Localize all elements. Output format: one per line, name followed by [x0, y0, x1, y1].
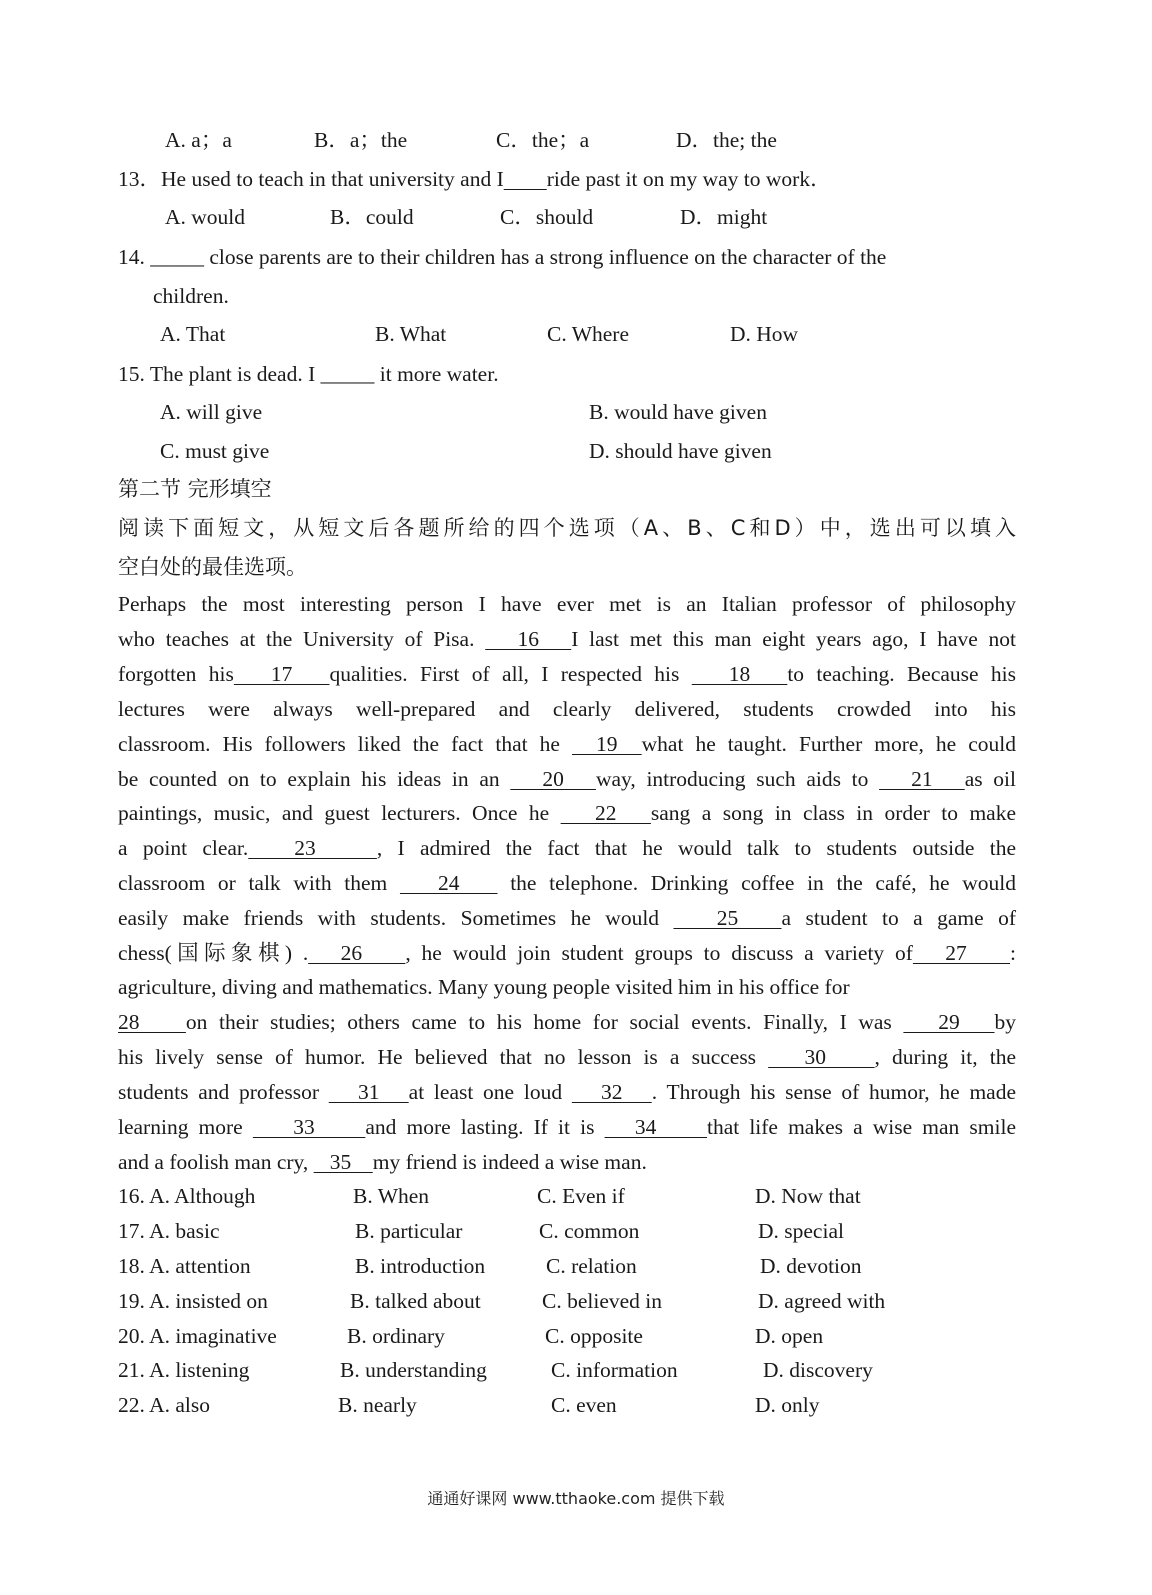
q14-stem-line1: close parents are to their children has a strong influence on the character of the: [204, 245, 887, 269]
passage-line-4: lectures were always well-prepared and clearly delivered, students crowded into his: [118, 697, 1016, 721]
section-instruction-line2: 空白处的最佳选项。: [118, 555, 307, 579]
blank-30: 30: [768, 1045, 875, 1069]
question-14: [118, 245, 886, 269]
passage-line-14: [118, 1045, 1016, 1069]
section-title: 第二节 完形填空: [118, 477, 272, 501]
passage-line-12: agriculture, diving and mathematics. Many young people visited him in his office for: [118, 975, 850, 999]
q22-option-c: C. even: [551, 1393, 617, 1417]
passage-text: , I admired the fact that he would talk to students outside the: [376, 836, 1016, 860]
passage-text: , he would join student groups to discuss a variety of: [405, 941, 913, 965]
q19-option-c: C. believed in: [542, 1289, 663, 1313]
q17-option-d: D. special: [758, 1219, 844, 1243]
q14-option-a: A. That: [160, 322, 226, 346]
q16-option-b: B. When: [353, 1184, 430, 1208]
blank-16: 16: [485, 627, 572, 651]
blank-34: 34: [604, 1115, 707, 1139]
passage-text: at least one loud: [408, 1080, 572, 1104]
blank-19: 19: [571, 732, 642, 756]
section-instruction-line1: 阅读下面短文，从短文后各题所给的四个选项（A、B、C和D）中，选出可以填入: [118, 516, 1016, 540]
passage-text: easily make friends with students. Sometimes he would: [118, 906, 674, 930]
q21-option-a: 21. A. listening: [118, 1358, 250, 1382]
q12-option-c: C．the；a: [496, 128, 590, 152]
q20-option-b: B. ordinary: [347, 1324, 445, 1348]
q18-option-a: 18. A. attention: [118, 1254, 251, 1278]
passage-line-5: [118, 732, 1016, 756]
q15-option-a: A. will give: [160, 400, 263, 424]
q22-option-a: 22. A. also: [118, 1393, 210, 1417]
q20-option-d: D. open: [755, 1324, 824, 1348]
q16-option-d: D. Now that: [755, 1184, 861, 1208]
passage-text: a student to a game of: [781, 906, 1017, 930]
blank-24: 24: [399, 871, 498, 895]
q14-number: 14.: [118, 245, 145, 269]
q15-blank: _____: [320, 362, 375, 386]
q19-option-a: 19. A. insisted on: [118, 1289, 268, 1313]
passage-line-8: [118, 836, 1016, 860]
q21-option-b: B. understanding: [340, 1358, 487, 1382]
q14-option-d: D. How: [730, 322, 799, 346]
q13-option-a: A. would: [165, 205, 246, 229]
passage-text: forgotten his: [118, 662, 234, 686]
passage-text: as oil: [964, 767, 1016, 791]
blank-23: 23: [248, 836, 377, 860]
passage-text: classroom or talk with them: [118, 871, 400, 895]
q15-option-c: C. must give: [160, 439, 270, 463]
q13-option-c: C．should: [500, 205, 594, 229]
passage-text: paintings, music, and guest lecturers. Once he: [118, 801, 561, 825]
q15-number: 15.: [118, 362, 145, 386]
q12-option-b: B．a；the: [314, 128, 408, 152]
q22-option-d: D. only: [755, 1393, 820, 1417]
passage-text: I last met this man eight years ago, I have not: [571, 627, 1017, 651]
q15-option-b: B. would have given: [589, 400, 767, 424]
passage-text: classroom. His followers liked the fact that he: [118, 732, 572, 756]
passage-text: to teaching. Because his: [787, 662, 1017, 686]
blank-29: 29: [903, 1010, 995, 1034]
blank-18: 18: [691, 662, 788, 686]
passage-line-11: [118, 941, 1016, 965]
blank-27: 27: [912, 941, 1011, 965]
q14-blank: _____: [150, 245, 204, 269]
q19-option-b: B. talked about: [350, 1289, 481, 1313]
blank-25: 25: [673, 906, 782, 930]
passage-text: sang a song in class in order to make: [650, 801, 1017, 825]
passage-text: a point clear.: [118, 836, 249, 860]
question-13: [118, 167, 832, 191]
passage-text: :: [1010, 941, 1017, 965]
q17-option-c: C. common: [539, 1219, 640, 1243]
passage-text: qualities. First of all, I respected his: [329, 662, 692, 686]
blank-33: 33: [252, 1115, 366, 1139]
blank-35: 35: [313, 1150, 373, 1174]
q12-option-a: A. a；a: [165, 128, 232, 152]
q20-option-c: C. opposite: [545, 1324, 643, 1348]
q16-option-a: 16. A. Although: [118, 1184, 256, 1208]
passage-text: chess(国际象棋) .: [118, 941, 309, 965]
passage-text: students and professor: [118, 1080, 329, 1104]
q16-option-c: C. Even if: [537, 1184, 625, 1208]
passage-text: . Through his sense of humor, he made: [651, 1080, 1017, 1104]
passage-text: his lively sense of humor. He believed that no lesson is a success: [118, 1045, 769, 1069]
passage-text: and more lasting. If it is: [365, 1115, 605, 1139]
q13-blank: [504, 167, 547, 191]
passage-line-15: [118, 1080, 1016, 1104]
q18-option-b: B. introduction: [355, 1254, 486, 1278]
passage-line-6: [118, 767, 1016, 791]
passage-text: , during it, the: [874, 1045, 1016, 1069]
passage-text: by: [994, 1010, 1017, 1034]
q14-stem-line2: children.: [153, 284, 229, 308]
passage-line-9: [118, 871, 1016, 895]
q15-stem-post: it more water.: [374, 362, 499, 386]
q13-option-b: B．could: [330, 205, 414, 229]
q18-option-c: C. relation: [546, 1254, 637, 1278]
blank-26: 26: [308, 941, 406, 965]
q14-option-b: B. What: [375, 322, 447, 346]
q14-option-c: C. Where: [547, 322, 629, 346]
q17-option-b: B. particular: [355, 1219, 463, 1243]
q19-option-d: D. agreed with: [758, 1289, 886, 1313]
q12-option-d: D．the; the: [676, 128, 777, 152]
q13-stem-post: ride past it on my way to work．: [546, 167, 832, 191]
q18-option-d: D. devotion: [760, 1254, 862, 1278]
page-footer: 通通好课网 www.tthaoke.com 提供下载: [427, 1489, 725, 1508]
passage-text: learning more: [118, 1115, 253, 1139]
q20-option-a: 20. A. imaginative: [118, 1324, 277, 1348]
passage-text: who teaches at the University of Pisa.: [118, 627, 486, 651]
passage-line-13: [118, 1010, 1016, 1034]
passage-line-10: [118, 906, 1016, 930]
passage-line-17: [118, 1150, 647, 1174]
passage-line-3: [118, 662, 1016, 686]
passage-text: my friend is indeed a wise man.: [372, 1150, 647, 1174]
passage-line-16: [118, 1115, 1016, 1139]
q17-option-a: 17. A. basic: [118, 1219, 220, 1243]
blank-20: 20: [510, 767, 596, 791]
blank-28: 28: [118, 1010, 186, 1034]
q13-stem-pre: He used to teach in that university and I: [161, 167, 504, 191]
q13-number: 13．: [118, 167, 162, 191]
passage-text: be counted on to explain his ideas in an: [118, 767, 511, 791]
passage-text: the telephone. Drinking coffee in the café, he would: [497, 871, 1016, 895]
blank-32: 32: [571, 1080, 652, 1104]
q15-option-d: D. should have given: [589, 439, 772, 463]
q15-stem-pre: The plant is dead. I: [149, 362, 321, 386]
passage-line-1: Perhaps the most interesting person I have ever met is an Italian professor of philosophy: [118, 592, 1016, 616]
passage-text: way, introducing such aids to: [595, 767, 880, 791]
question-15: [118, 362, 499, 386]
q13-option-d: D．might: [680, 205, 768, 229]
passage-line-7: [118, 801, 1016, 825]
passage-line-2: [118, 627, 1016, 651]
passage-text: on their studies; others came to his home for social events. Finally, I was: [185, 1010, 904, 1034]
blank-22: 22: [560, 801, 651, 825]
passage-text: and a foolish man cry,: [118, 1150, 314, 1174]
blank-17: 17: [233, 662, 330, 686]
blank-21: 21: [879, 767, 965, 791]
q22-option-b: B. nearly: [338, 1393, 417, 1417]
passage-text: what he taught. Further more, he could: [641, 732, 1016, 756]
blank-31: 31: [328, 1080, 409, 1104]
q21-option-d: D. discovery: [763, 1358, 873, 1382]
passage-text: that life makes a wise man smile: [706, 1115, 1017, 1139]
q21-option-c: C. information: [551, 1358, 678, 1382]
